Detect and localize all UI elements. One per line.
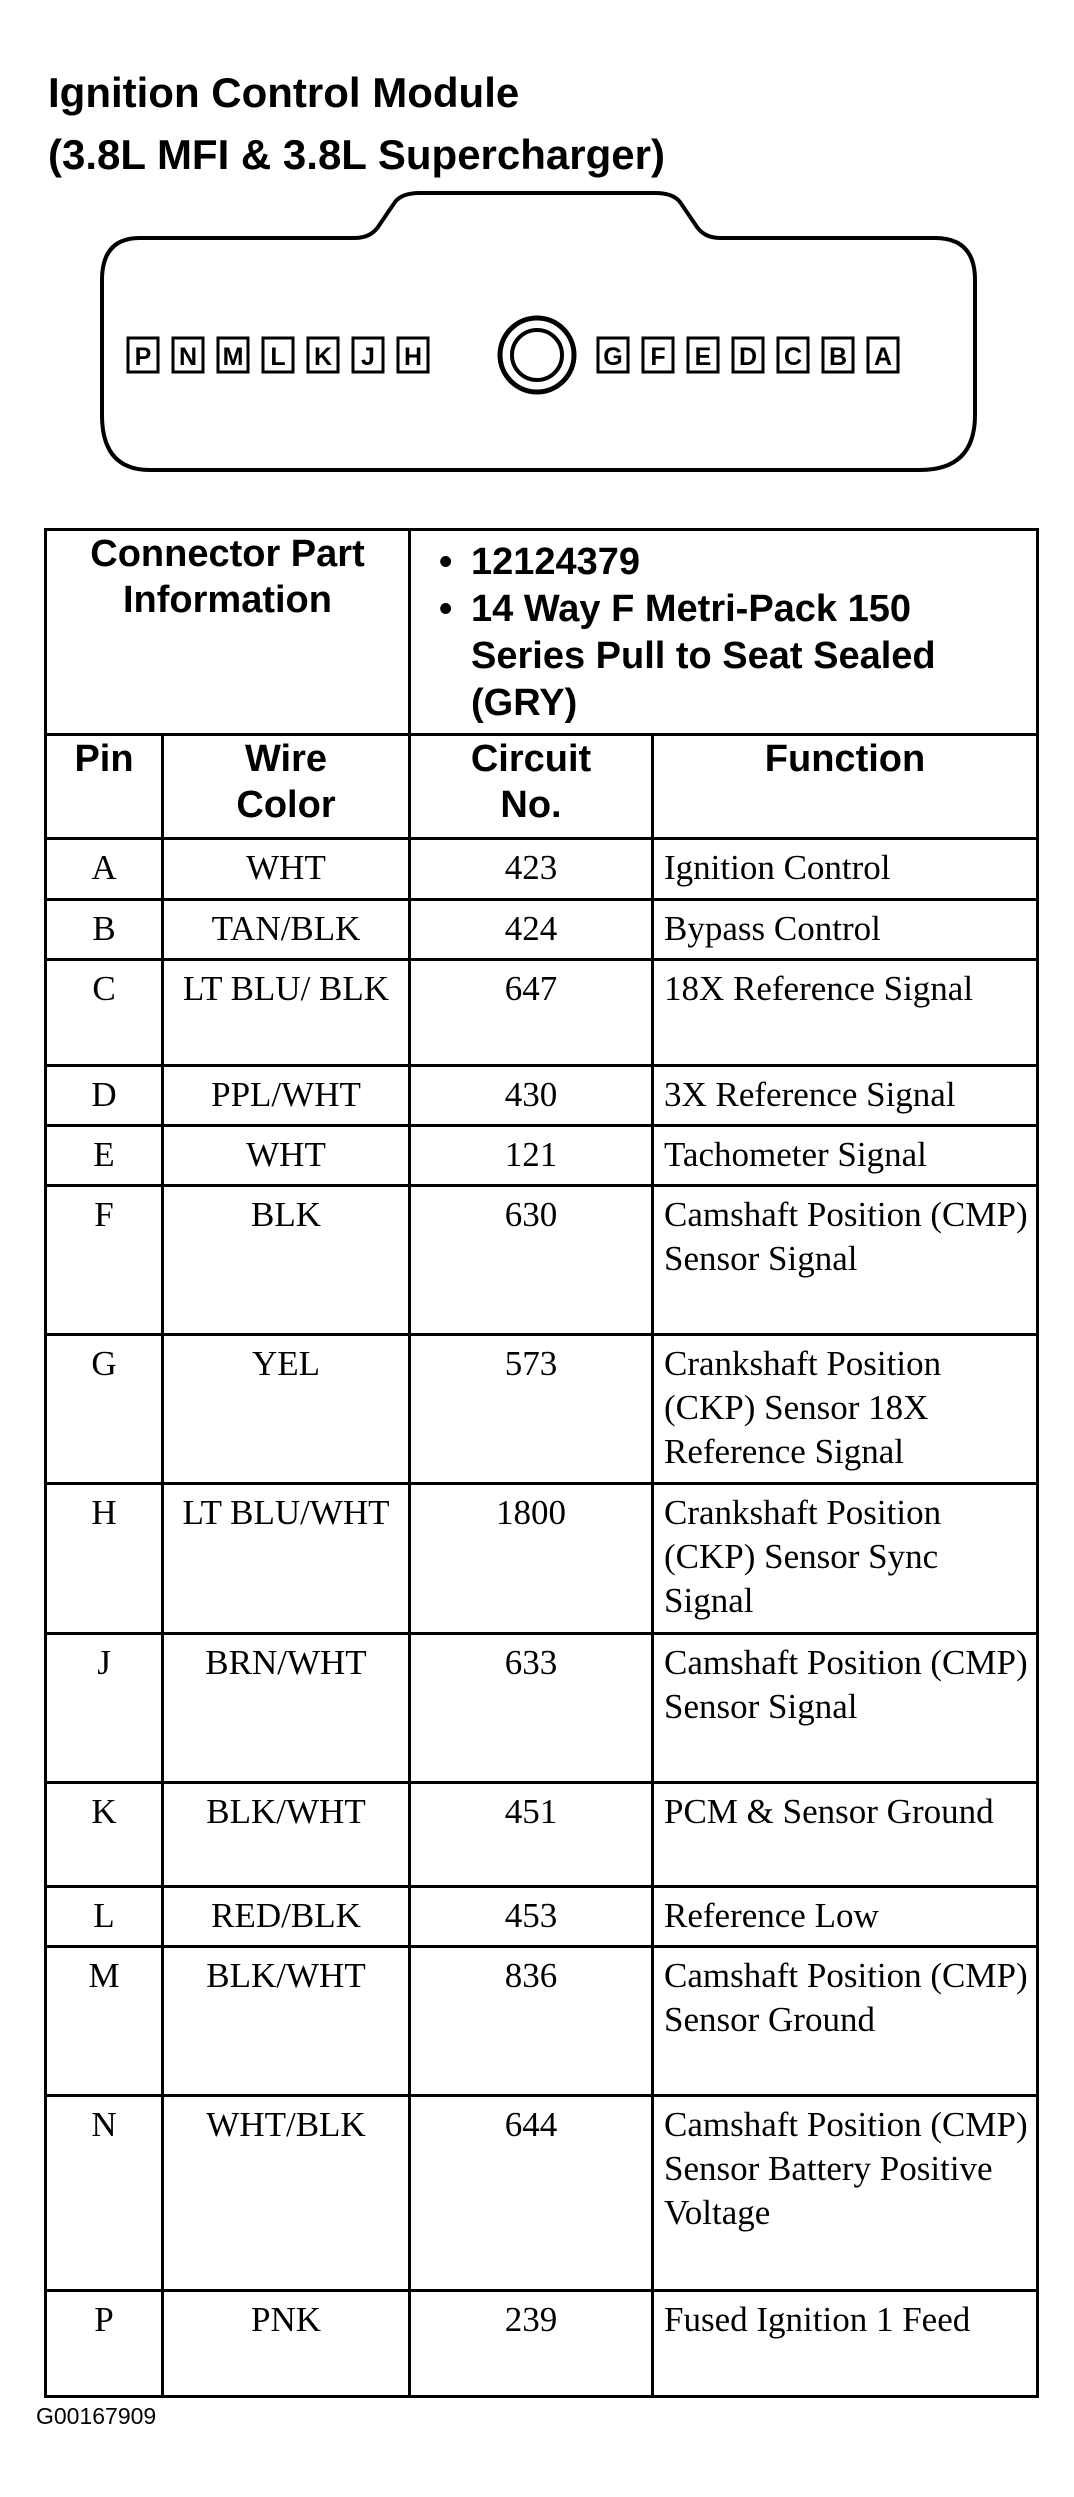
figure-id: G00167909 — [36, 2403, 157, 2429]
center-bolt-inner — [512, 330, 562, 380]
function-cell: 3X Reference Signal — [653, 1065, 1038, 1125]
function-cell: Camshaft Position (CMP) Sensor Ground — [653, 1947, 1038, 2096]
column-header-row — [46, 735, 1038, 839]
pin-label-j: J — [361, 343, 375, 371]
pin-cell: K — [46, 1782, 163, 1886]
part-info-list — [410, 530, 1038, 735]
wire-color-cell: BLK/WHT — [163, 1782, 410, 1886]
table-row — [46, 1633, 1038, 1782]
col-header-wire-color: Wire Color — [163, 735, 410, 839]
table-row — [46, 2096, 1038, 2290]
function-cell: Camshaft Position (CMP) Sensor Battery Positive Voltage — [653, 2096, 1038, 2290]
table-row — [46, 1484, 1038, 1633]
circuit-cell: 239 — [410, 2290, 653, 2396]
circuit-cell: 644 — [410, 2096, 653, 2290]
pin-label-f: F — [650, 343, 666, 371]
pin-label-d: D — [738, 343, 758, 371]
page-title: Ignition Control Module — [48, 69, 520, 116]
wire-color-cell: BLK — [163, 1186, 410, 1335]
circuit-cell: 451 — [410, 1782, 653, 1886]
circuit-cell: 836 — [410, 1947, 653, 2096]
part-info-label: Connector Part Information — [46, 530, 410, 735]
wire-color-cell: TAN/BLK — [163, 899, 410, 959]
function-cell: Camshaft Position (CMP) Sensor Signal — [653, 1186, 1038, 1335]
connector-face-diagram — [90, 190, 990, 490]
left-pin-row — [128, 338, 428, 372]
table-row — [46, 1125, 1038, 1185]
pin-cell: D — [46, 1065, 163, 1125]
pin-label-b: B — [828, 343, 848, 371]
circuit-cell: 453 — [410, 1887, 653, 1947]
circuit-cell: 1800 — [410, 1484, 653, 1633]
table-row — [46, 959, 1038, 1065]
pin-label-e: E — [694, 343, 712, 371]
wire-color-cell: YEL — [163, 1335, 410, 1484]
circuit-cell: 573 — [410, 1335, 653, 1484]
function-cell: PCM & Sensor Ground — [653, 1782, 1038, 1886]
circuit-cell: 424 — [410, 899, 653, 959]
function-cell: Bypass Control — [653, 899, 1038, 959]
wire-color-cell: BRN/WHT — [163, 1633, 410, 1782]
function-cell: Tachometer Signal — [653, 1125, 1038, 1185]
table-row — [46, 1947, 1038, 2096]
pin-cell: H — [46, 1484, 163, 1633]
wire-color-cell: RED/BLK — [163, 1887, 410, 1947]
part-info-row — [46, 530, 1038, 735]
pin-cell: B — [46, 899, 163, 959]
pin-label-p: P — [134, 343, 152, 371]
wire-color-cell: WHT — [163, 1125, 410, 1185]
function-cell: Crankshaft Position (CKP) Sensor 18X Reference Signal — [653, 1335, 1038, 1484]
col-header-circuit: Circuit No. — [410, 735, 653, 839]
pin-label-l: L — [270, 343, 286, 371]
pin-label-h: H — [403, 343, 423, 371]
pin-cell: C — [46, 959, 163, 1065]
function-cell: 18X Reference Signal — [653, 959, 1038, 1065]
pin-cell: G — [46, 1335, 163, 1484]
table-row — [46, 2290, 1038, 2396]
pin-cell: F — [46, 1186, 163, 1335]
pin-cell: N — [46, 2096, 163, 2290]
circuit-cell: 630 — [410, 1186, 653, 1335]
table-row — [46, 839, 1038, 899]
wire-color-cell: PNK — [163, 2290, 410, 2396]
table-row — [46, 1186, 1038, 1335]
wire-color-cell: LT BLU/ BLK — [163, 959, 410, 1065]
pin-cell: L — [46, 1887, 163, 1947]
pin-cell: A — [46, 839, 163, 899]
pin-cell: J — [46, 1633, 163, 1782]
circuit-cell: 430 — [410, 1065, 653, 1125]
table-row — [46, 1782, 1038, 1886]
pin-cell: M — [46, 1947, 163, 2096]
function-cell: Fused Ignition 1 Feed — [653, 2290, 1038, 2396]
part-number: • 12124379 — [471, 539, 1024, 586]
wire-color-cell: BLK/WHT — [163, 1947, 410, 2096]
col-header-pin: Pin — [46, 735, 163, 839]
right-pin-row — [598, 338, 898, 372]
part-description: • 14 Way F Metri-Pack 150 Series Pull to Seat Sealed (GRY) — [471, 586, 1024, 727]
table-row — [46, 1065, 1038, 1125]
function-cell: Ignition Control — [653, 839, 1038, 899]
pinout-table — [44, 528, 1039, 2398]
table-row — [46, 1887, 1038, 1947]
col-header-function: Function — [653, 735, 1038, 839]
wire-color-cell: WHT — [163, 839, 410, 899]
pin-label-c: C — [783, 343, 803, 371]
circuit-cell: 633 — [410, 1633, 653, 1782]
function-cell: Camshaft Position (CMP) Sensor Signal — [653, 1633, 1038, 1782]
pin-label-a: A — [873, 343, 893, 371]
circuit-cell: 121 — [410, 1125, 653, 1185]
pin-label-n: N — [178, 343, 198, 371]
wire-color-cell: LT BLU/WHT — [163, 1484, 410, 1633]
pin-cell: E — [46, 1125, 163, 1185]
circuit-cell: 647 — [410, 959, 653, 1065]
function-cell: Crankshaft Position (CKP) Sensor Sync Signal — [653, 1484, 1038, 1633]
pin-label-g: G — [603, 343, 623, 371]
table-row — [46, 899, 1038, 959]
pin-label-m: M — [222, 343, 244, 371]
pin-label-k: K — [313, 343, 333, 371]
wire-color-cell: WHT/BLK — [163, 2096, 410, 2290]
wire-color-cell: PPL/WHT — [163, 1065, 410, 1125]
function-cell: Reference Low — [653, 1887, 1038, 1947]
table-row — [46, 1335, 1038, 1484]
circuit-cell: 423 — [410, 839, 653, 899]
pin-cell: P — [46, 2290, 163, 2396]
page-subtitle: (3.8L MFI & 3.8L Supercharger) — [48, 131, 665, 178]
